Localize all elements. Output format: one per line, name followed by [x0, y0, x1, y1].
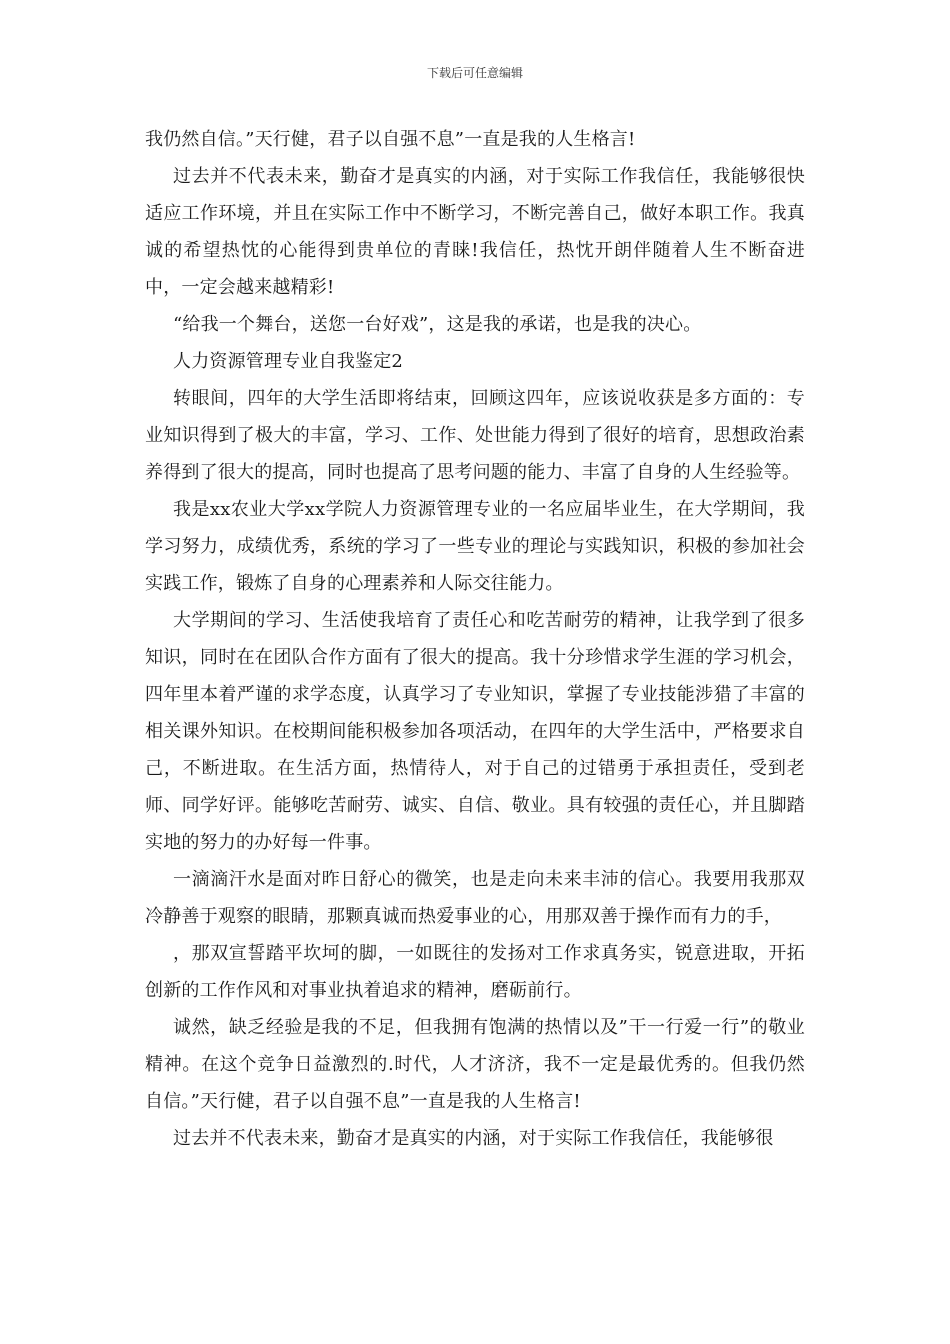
section-title: 人力资源管理专业自我鉴定2 [173, 351, 404, 372]
paragraph: 我仍然自信。”天行健，君子以自强不息”一直是我的人生格言! [145, 129, 636, 150]
paragraph: 过去并不代表未来，勤奋才是真实的内涵，对于实际工作我信任，我能够很 [173, 1128, 774, 1149]
page-header: 下载后可任意编辑 [426, 66, 523, 80]
paragraph: 一滴滴汗水是面对昨日舒心的微笑，也是走向未来丰沛的信心。我要用我那双冷静善于观察的眼睛，那颗真诚而热爱事业的心，用那双善于操作而有力的手， [145, 869, 805, 927]
paragraph: 诚然，缺乏经验是我的不足，但我拥有饱满的热情以及”干一行爱一行”的敬业精神。在这个竞争日益激烈的.时代，人才济济，我不一定是最优秀的。但我仍然自信。”天行健，君子以自强不息”一直是我的人生格言! [145, 1017, 805, 1112]
paragraph: 过去并不代表未来，勤奋才是真实的内涵，对于实际工作我信任，我能够很快适应工作环境，并且在实际工作中不断学习，不断完善自己，做好本职工作。我真诚的希望热忱的心能得到贵单位的青睐!我信任，热忱开朗伴随着人生不断奋进中，一定会越来越精彩! [145, 166, 805, 298]
paragraph: ，那双宣誓踏平坎坷的脚，一如既往的发扬对工作求真务实，锐意进取，开拓创新的工作作风和对事业执着追求的精神，磨砺前行。 [145, 943, 805, 1001]
paragraph: 大学期间的学习、生活使我培育了责任心和吃苦耐劳的精神，让我学到了很多知识，同时在在团队合作方面有了很大的提高。我十分珍惜求学生涯的学习机会，四年里本着严谨的求学态度，认真学习了专业知识，掌握了专业技能涉猎了丰富的相关课外知识。在校期间能积极参加各项活动，在四年的大学生活中，严格要求自己，不断进取。在生活方面，热情待人，对于自己的过错勇于承担责任，受到老师、同学好评。能够吃苦耐劳、诚实、自信、敬业。具有较强的责任心，并且脚踏实地的努力的办好每一件事。 [145, 610, 805, 853]
document-body [145, 121, 805, 1157]
paragraph: 转眼间，四年的大学生活即将结束，回顾这四年，应该说收获是多方面的：专业知识得到了极大的丰富，学习、工作、处世能力得到了很好的培育，思想政治素养得到了很大的提高，同时也提高了思考问题的能力、丰富了自身的人生经验等。 [145, 388, 805, 483]
paragraph: 我是xx农业大学xx学院人力资源管理专业的一名应届毕业生，在大学期间，我学习努力，成绩优秀，系统的学习了一些专业的理论与实践知识，积极的参加社会实践工作，锻炼了自身的心理素养和人际交往能力。 [145, 499, 805, 594]
paragraph: “给我一个舞台，送您一台好戏”，这是我的承诺，也是我的决心。 [173, 314, 702, 335]
